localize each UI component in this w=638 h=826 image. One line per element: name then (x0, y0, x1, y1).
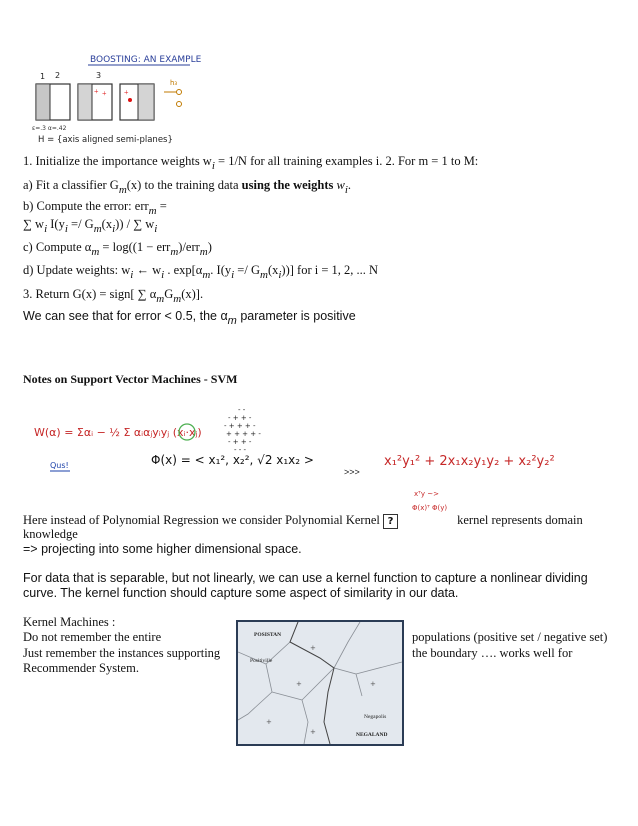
kernel-line-cont: knowledge (23, 527, 78, 541)
sub: m (202, 269, 211, 281)
svg-text:- + + + -: - + + + - (224, 422, 256, 430)
svg-text:+: + (370, 680, 376, 688)
svg-text:+: + (296, 680, 302, 688)
algo-step1-rest: = 1/N for all training examples i. 2. For m = 1 to M: (214, 154, 479, 168)
annot-bottom: Φ(x)ᵀ Φ(y) (412, 504, 448, 512)
text: =/ G (234, 263, 260, 277)
text: (x (267, 263, 279, 277)
text: a) Fit a classifier G (23, 178, 119, 192)
text: = log((1 − err (99, 240, 171, 254)
text: )/err (178, 240, 200, 254)
svm-sketch (28, 398, 628, 513)
sub: m (93, 223, 102, 235)
map-country-bottom: NEGALAND (356, 732, 388, 738)
sub: i (278, 269, 282, 281)
panel-label-2: 2 (55, 71, 61, 80)
kernel-machines-right2: the boundary …. works well for (412, 646, 573, 660)
svg-text:ε=.3 α=.42: ε=.3 α=.42 (32, 125, 67, 132)
sub: m (259, 269, 268, 281)
text: b) Compute the error: err (23, 199, 149, 213)
projecting-note: => projecting into some higher dimensional space. (23, 542, 302, 556)
map-city-right: Negapolis (364, 714, 387, 720)
text: We can see that for error < 0.5, the α (23, 309, 228, 323)
sub: i (112, 223, 116, 235)
kernel-machines-title: Kernel Machines : (23, 615, 116, 629)
text: . (347, 178, 352, 192)
algo-step-b (23, 199, 623, 219)
svm-figure (28, 398, 628, 513)
alpha-note (23, 309, 623, 329)
text: ← w (133, 263, 162, 277)
missing-image-icon: ? (383, 514, 398, 529)
svg-text:- + + -: - + + - (228, 414, 252, 422)
text: I(y (47, 217, 65, 231)
phi-formula: Φ(x) = < x₁², x₂², √2 x₁x₂ > (151, 453, 314, 467)
svg-text:+: + (310, 728, 316, 736)
text: ))] for i = 1, 2, ... N (281, 263, 379, 277)
boosting-hypothesis: H = {axis aligned semi-planes} (38, 135, 173, 145)
kernel-machines-line2: Just remember the instances supporting (23, 646, 221, 660)
sub: i (64, 223, 68, 235)
text: . exp[α (164, 263, 203, 277)
separable-paragraph: For data that is separable, but not linearly, we can use a kernel function to capture a nonlinear dividing curve. The kernel function should capture some aspect of similarity in our data. (23, 571, 588, 600)
sub: m (199, 246, 208, 258)
text: c) Compute α (23, 240, 92, 254)
panel-label-3: 3 (96, 71, 102, 80)
voronoi-map (236, 620, 404, 746)
sub: i (211, 160, 215, 172)
text: (x (101, 217, 113, 231)
qus-note: Qus! (50, 461, 69, 470)
boosting-sketch (28, 48, 228, 148)
sub: i (161, 269, 165, 281)
kernel-machines-line3: Recommender System. (23, 661, 139, 675)
text: Here instead of Polynomial Regression we consider Polynomial Kernel (23, 513, 383, 527)
sub: m (148, 205, 157, 217)
svg-text:+: + (124, 88, 129, 97)
sub: m (118, 184, 127, 196)
text: parameter is positive (236, 309, 356, 323)
boosting-figure (28, 48, 228, 148)
sub: m (227, 315, 237, 327)
svm-heading: Notes on Support Vector Machines - SVM (23, 372, 238, 386)
algo-step-b-formula (23, 217, 623, 237)
expanded-formula: x₁²y₁² + 2x₁x₂y₁y₂ + x₂²y₂² (384, 454, 555, 469)
h3-label: h₃ (170, 79, 178, 87)
text: = (156, 199, 167, 213)
text: ) (207, 240, 212, 254)
kernel-line (23, 513, 623, 529)
algo-step-c (23, 240, 623, 260)
arrow-text: >>> (344, 467, 360, 477)
bold-text: using the weights (241, 178, 334, 192)
text: )) / ∑ w (115, 217, 155, 231)
algo-step-a (23, 178, 623, 198)
kernel-machines-line1: Do not remember the entire (23, 630, 162, 644)
svg-text:+: + (94, 87, 99, 96)
svg-text:- + + -: - + + - (228, 438, 252, 446)
map-city-left: Positiville (250, 658, 273, 664)
sub: m (173, 293, 182, 305)
map-regions (238, 622, 402, 744)
annot-top: xᵀy ~> (414, 490, 439, 498)
sub: m (91, 246, 100, 258)
sub: i (130, 269, 134, 281)
text: ∑ w (23, 217, 45, 231)
svg-text:+: + (102, 89, 107, 98)
text: 3. Return G(x) = sign[ ∑ α (23, 287, 157, 301)
svg-text:- - -: - - - (234, 446, 247, 454)
sub: i (231, 269, 235, 281)
svg-text:+: + (266, 718, 272, 726)
algo-step1 (23, 154, 623, 174)
sub: i (44, 223, 48, 235)
algo-step-d (23, 263, 623, 283)
kernel-machines-right1: populations (positive set / negative set) (412, 630, 608, 644)
text: (x)]. (181, 287, 204, 301)
text: w (333, 178, 345, 192)
svg-text:+: + (310, 644, 316, 652)
dual-formula: W(α) = Σαᵢ − ½ Σ αᵢαⱼyᵢyⱼ (xᵢ·xⱼ) (34, 426, 202, 439)
sub: m (170, 246, 179, 258)
text: . I(y (210, 263, 232, 277)
text: kernel represents domain (457, 513, 583, 527)
text: =/ G (67, 217, 94, 231)
boosting-title: BOOSTING: AN EXAMPLE (90, 55, 202, 65)
svg-text:+ + + + -: + + + + - (226, 430, 261, 438)
text: d) Update weights: w (23, 263, 131, 277)
sub: m (156, 293, 165, 305)
sub: i (154, 223, 158, 235)
svg-text:- -: - - (238, 406, 246, 414)
algo-step3 (23, 287, 623, 307)
text: (x) to the training data (126, 178, 242, 192)
map-country-top: POSISTAN (254, 632, 282, 638)
algo-step1-text: 1. Initialize the importance weights w (23, 154, 212, 168)
sub: i (344, 184, 348, 196)
text: G (164, 287, 174, 301)
panel-label-1: 1 (40, 72, 46, 81)
